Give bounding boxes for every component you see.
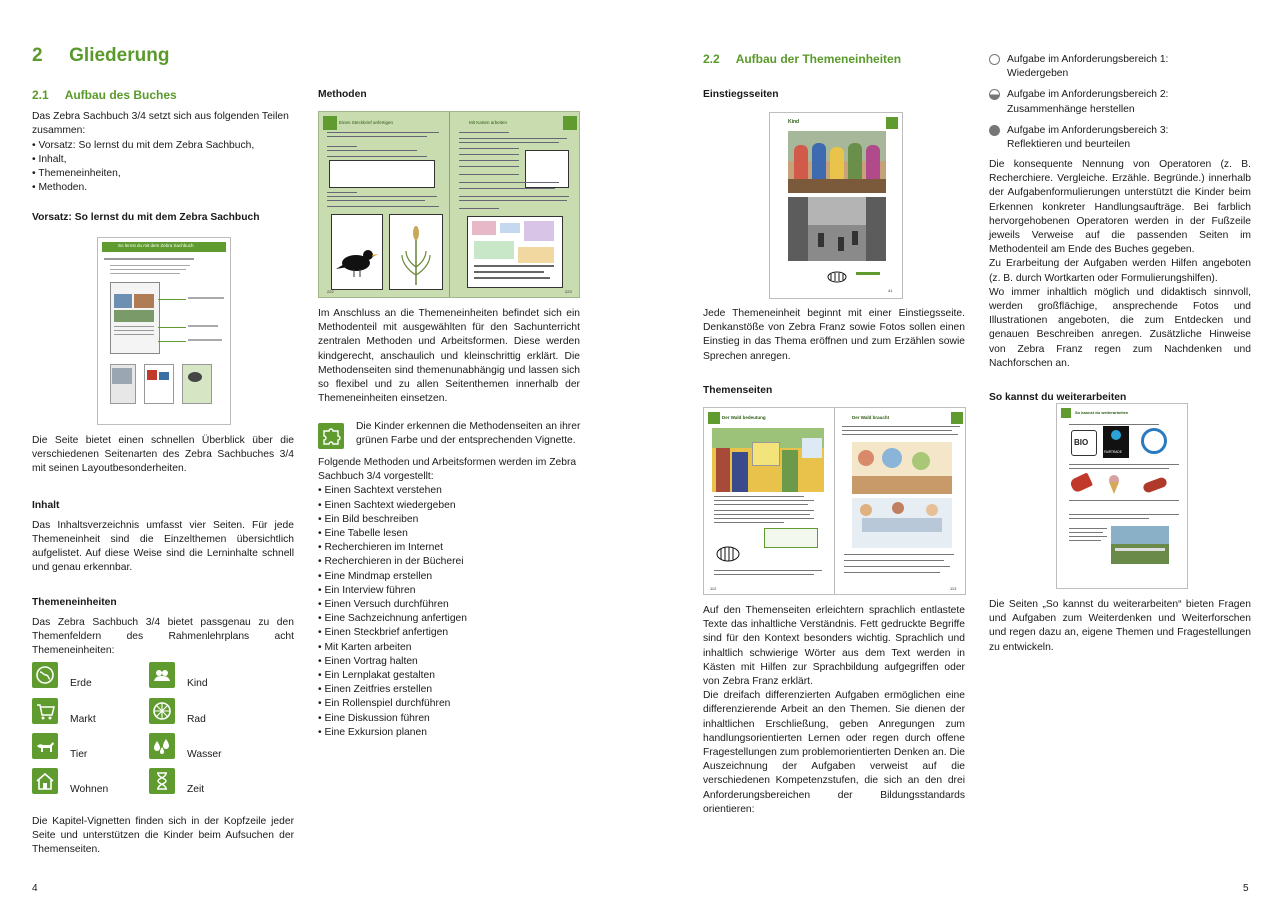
list-item: • Ein Rollenspiel durchführen bbox=[318, 698, 451, 710]
intro-line: • Methoden. bbox=[32, 182, 88, 194]
spread-right-title: Mit Karten arbeiten bbox=[469, 120, 508, 125]
themeneinheiten-heading: Themeneinheiten bbox=[32, 596, 117, 608]
plantation-photo bbox=[1111, 526, 1169, 564]
operatoren-paragraph: Die konsequente Nennung von Operatoren (z. B. Recherchiere. Vergleiche. Erzähle. Begründe.) innerhalb der Aufgabenformulierungen unterstützt die Kinder beim Erkennen konkreter Handlungsaufträge. Bei farblich hervorgehobenen Operatoren werden in der Fußzeile jeweils Verweise auf die passenden Seiten im Methodenteil am Ende des Buches gegeben. Zu Erarbeitung der Aufgaben werden Hilfen angeboten (z. B. durch Wortkarten oder Formulierungshilfen). Wo immer inhaltlich möglich und didaktisch sinnvoll, werden großflächige, ansprechende Fotos und Illustrationen angeboten, die zum Entdecken und genauen Beschreiben anregen. Zusätzliche Hinweise von Zebra Franz regen zum Nachdenken und Nachforschen an. So kannst du weiterarbeiten bbox=[989, 158, 1251, 405]
vignette-paragraph: Die Kapitel-Vignetten finden sich in der Kopfzeile jeder Seite und unterstützen die Kinder beim Aufsuchen der Themenseiten. bbox=[32, 816, 294, 856]
vorsatz-page-thumbnail bbox=[97, 237, 231, 425]
theme-label: Erde bbox=[70, 678, 92, 689]
chapter-heading bbox=[32, 45, 169, 67]
vorsatz-thumb-title: So lernst du mit dem Zebra Sachbuch bbox=[118, 243, 194, 248]
ketchup-icon bbox=[1069, 472, 1093, 493]
zebra-franz-icon bbox=[714, 542, 742, 564]
themen-spread-left-page: 112 bbox=[710, 586, 717, 591]
empty-circle-icon bbox=[989, 54, 1000, 65]
children-photo bbox=[788, 131, 886, 193]
intro-line: • Inhalt, bbox=[32, 153, 67, 165]
list-item: • Ein Bild beschreiben bbox=[318, 513, 419, 525]
einstieg-page-thumbnail bbox=[769, 112, 903, 299]
cart-icon bbox=[32, 698, 58, 724]
section-2-1-heading: 2.1 Aufbau des Buches bbox=[32, 88, 177, 102]
weiterarbeiten-page-thumbnail bbox=[1056, 403, 1188, 589]
methods-list bbox=[318, 456, 580, 740]
methoden-paragraph: Im Anschluss an die Themeneinheiten befindet sich ein Methodenteil mit ausgewählten für den Sachunterricht zentralen Methoden und Arbeitsformen. Diese werden kindgerecht, anschaulich und kleinschrittig erklärt. Die Methodenseiten sind themenunabhängig und lassen sich so flexibel und zu allen Seitenthemen innerhalb der Themeneinheiten einsetzen. bbox=[318, 308, 580, 405]
list-item: • Einen Versuch durchführen bbox=[318, 599, 449, 611]
wheel-icon bbox=[149, 698, 175, 724]
demonstration-photo bbox=[712, 428, 824, 492]
list-item: • Recherchieren in der Bücherei bbox=[318, 556, 464, 568]
theme-label: Wasser bbox=[187, 749, 222, 760]
list-item: • Ein Lernplakat gestalten bbox=[318, 670, 435, 682]
theme-label: Tier bbox=[70, 749, 88, 760]
vorsatz-heading: Vorsatz: So lernst du mit dem Zebra Sachbuch bbox=[32, 212, 260, 224]
theme-grid bbox=[32, 662, 282, 802]
einstieg-thumb-page: 41 bbox=[888, 288, 893, 293]
list-item: • Ein Interview führen bbox=[318, 584, 416, 596]
left-column bbox=[32, 88, 294, 226]
list-item: • Mit Karten arbeiten bbox=[318, 641, 412, 653]
einstieg-heading: Einstiegsseiten bbox=[703, 89, 779, 101]
inhalt-heading: Inhalt bbox=[32, 499, 60, 511]
recycle-logo bbox=[1141, 428, 1167, 454]
list-item: • Einen Zeitfries erstellen bbox=[318, 684, 433, 696]
list-item: • Eine Exkursion planen bbox=[318, 726, 427, 738]
level-1: Aufgabe im Anforderungsbereich 1: Wiedergeben bbox=[989, 53, 1251, 81]
intro-line: • Themeneinheiten, bbox=[32, 168, 121, 180]
page-number-right: 5 bbox=[1243, 883, 1249, 894]
inhalt-text: Das Inhaltsverzeichnis umfasst vier Seiten. Für jede Themeneinheit sind die Einzelthemen übersichtlich aufgelistet. Auf diese Weise sind die Lerninhalte schnell und genau erkennbar. bbox=[32, 519, 294, 574]
intro-line: Das Zebra Sachbuch 3/4 setzt sich aus folgenden Teilen zusammen: bbox=[32, 111, 289, 137]
list-item: • Eine Diskussion führen bbox=[318, 712, 430, 724]
chapter-title: Gliederung bbox=[69, 45, 170, 66]
house-icon bbox=[32, 768, 58, 794]
spread-left-title: Einen Steckbrief anfertigen bbox=[339, 120, 394, 125]
street-photo bbox=[788, 197, 886, 261]
list-item: • Einen Sachtext verstehen bbox=[318, 485, 442, 497]
weiterarbeiten-heading: So kannst du weiterarbeiten bbox=[989, 392, 1127, 404]
puzzle-text: Die Kinder erkennen die Methodenseiten an ihrer grünen Farbe und der entsprechenden Vignette. bbox=[356, 421, 581, 447]
levels-list bbox=[989, 53, 1251, 152]
themenseiten-paragraph: Auf den Themenseiten erleichtern sprachlich entlastete Texte das inhaltliche Verständnis. Fett gedruckte Begriffe sind für den Kontext besonders wichtig. Sprachlich und inhaltlich schwierige Wörter aus dem Text werden in Kästen mit Hilfen zur Sprachbildung aufgegriffen oder von Zebra Franz erklärt. Die dreifach differenzierten Aufgaben ermöglichen eine differenzierende Arbeit an den Themen. Sie dienen der inhaltlichen Erschließung, geben Anregungen zum handlungsorientierten Lernen oder regen durch offene Fragestellungen zum problemorientierten Denken an. Die Auszeichnung der Aufgaben verweist auf die verschiedenen Kompetenzstufen, die sich an den drei Anforderungsbereichen der Bildungsstandards orientieren: bbox=[703, 605, 965, 815]
themen-spread-left-title: Der Wald bedeutung bbox=[722, 415, 766, 420]
themen-spread-right-title: Der Wald braucht bbox=[852, 415, 890, 420]
theme-label: Kind bbox=[187, 678, 208, 689]
animal-icon bbox=[32, 733, 58, 759]
left-column-lower bbox=[32, 434, 294, 658]
methoden-heading-wrap bbox=[318, 88, 580, 102]
methoden-heading: Methoden bbox=[318, 89, 367, 100]
icecream-icon bbox=[1107, 474, 1121, 494]
weiterarbeiten-paragraph: Die Seiten „So kannst du weiterarbeiten“ bieten Fragen und Aufgaben zum Weiterdenken und Weiterforschen und regen dazu an, eigene Themen und Fragestellungen zu entwickeln. bbox=[989, 599, 1251, 653]
meeting-illustration bbox=[852, 498, 952, 548]
chapter-number: 2 bbox=[32, 45, 43, 66]
bio-logo: BIO bbox=[1071, 430, 1097, 456]
classroom-illustration bbox=[852, 442, 952, 494]
theme-label: Wohnen bbox=[70, 784, 109, 795]
einstieg-thumb-title: Kind bbox=[788, 119, 800, 125]
list-item: • Einen Sachtext wiedergeben bbox=[318, 499, 456, 511]
themenseiten-heading: Themenseiten bbox=[703, 384, 773, 396]
hourglass-icon bbox=[149, 768, 175, 794]
list-item: • Eine Tabelle lesen bbox=[318, 528, 408, 540]
themen-spread-thumbnail bbox=[703, 407, 966, 595]
spread-left-page: 222 bbox=[327, 289, 334, 294]
zebra-franz-icon bbox=[826, 269, 848, 283]
level-2: Aufgabe im Anforderungsbereich 2: Zusammenhänge herstellen bbox=[989, 88, 1251, 116]
list-item: • Einen Steckbrief anfertigen bbox=[318, 627, 449, 639]
page-number-left: 4 bbox=[32, 883, 38, 894]
list-item: • Eine Mindmap erstellen bbox=[318, 570, 433, 582]
theme-label: Zeit bbox=[187, 784, 205, 795]
themen-spread-right-page: 113 bbox=[950, 586, 957, 591]
water-icon bbox=[149, 733, 175, 759]
list-item: • Einen Vortrag halten bbox=[318, 655, 418, 667]
methoden-spread-thumbnail bbox=[318, 111, 580, 298]
theme-label: Markt bbox=[70, 714, 96, 725]
intro-line: • Vorsatz: So lernst du mit dem Zebra Sachbuch, bbox=[32, 139, 255, 151]
section-2-2-heading: 2.2 Aufbau der Themeneinheiten bbox=[703, 52, 902, 66]
methods-list-intro: Folgende Methoden und Arbeitsformen werden im Zebra Sachbuch 3/4 vorgestellt: bbox=[318, 457, 577, 483]
einstieg-paragraph: Jede Themeneinheit beginnt mit einer Einstiegsseite. Denkanstöße von Zebra Franz sowie Fotos sollen einen Einstieg in das Thema eröffnen und zum Erzählen sowie Sprechen anregen. Themenseiten bbox=[703, 307, 965, 398]
sausage-icon bbox=[1142, 476, 1168, 494]
fairtrade-logo: FAIRTRADE bbox=[1103, 426, 1129, 458]
list-item: • Eine Sachzeichnung anfertigen bbox=[318, 613, 468, 625]
list-item: • Recherchieren im Internet bbox=[318, 542, 443, 554]
full-circle-icon bbox=[989, 125, 1000, 136]
themeneinheiten-text: Das Zebra Sachbuch 3/4 bietet passgenau zu den Themenfeldern des Rahmenlehrplans acht Themeneinheiten: bbox=[32, 616, 294, 657]
theme-label: Rad bbox=[187, 714, 206, 725]
earth-icon bbox=[32, 662, 58, 688]
child-icon bbox=[149, 662, 175, 688]
vorsatz-text: Die Seite bietet einen schnellen Überblick über die verschiedenen Seitenarten des Zebra Sachbuches 3/4 mit seinen Layoutbesonderheiten. bbox=[32, 435, 294, 475]
level-3: Aufgabe im Anforderungsbereich 3: Reflektieren und beurteilen bbox=[989, 124, 1251, 152]
puzzle-icon bbox=[318, 423, 344, 449]
spread-right-page: 223 bbox=[565, 289, 572, 294]
half-circle-icon bbox=[989, 89, 1000, 100]
weiter-thumb-title: So kannst du weiterarbeiten bbox=[1075, 410, 1129, 415]
section-2-2-heading-wrap bbox=[703, 52, 967, 102]
